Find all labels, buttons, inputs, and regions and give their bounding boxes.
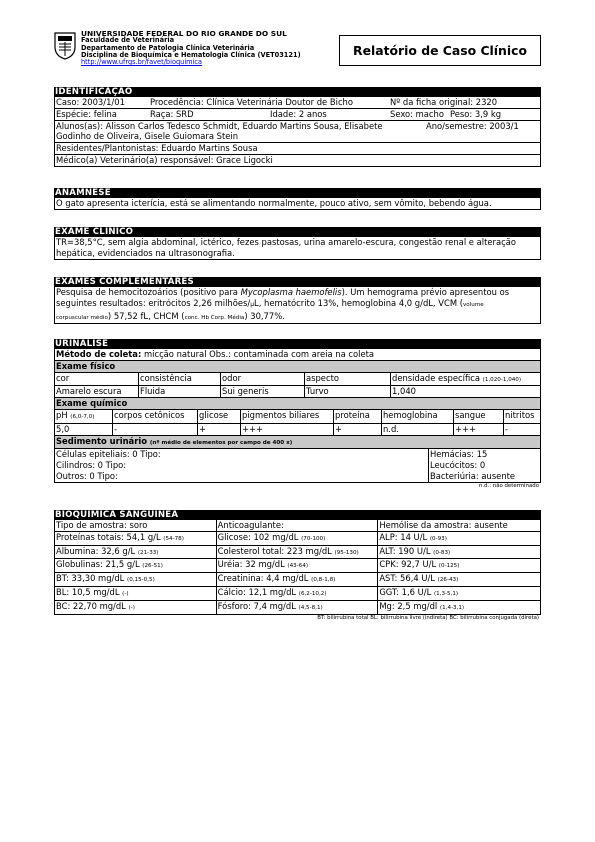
report-title: Relatório de Caso Clínico — [339, 35, 541, 66]
biochem-item — [217, 587, 378, 601]
text-fragment: L, hematócrito 13%, hemoglobina 4,0 g/dL, VCM ( — [254, 297, 463, 308]
age: Idade: 2 anos — [270, 108, 327, 119]
sample-info-row — [55, 520, 540, 532]
cell-value: Fluida — [139, 386, 221, 397]
chemical-exam-label: Exame químico — [56, 398, 128, 409]
biochem-reference: (6,2-10,2) — [298, 590, 327, 597]
col-header: aspecto — [305, 373, 391, 386]
exame-clinico-text — [54, 237, 541, 260]
weight: Peso: 3,9 kg — [450, 108, 502, 119]
case-number: Caso: 2003/1/01 — [56, 97, 125, 107]
biochem-item — [378, 559, 540, 573]
micro-symbol: µ — [250, 300, 255, 308]
cell-value: Sui generis — [221, 386, 305, 397]
anamnese-section — [54, 188, 541, 210]
cell-value: 1,040 — [392, 386, 416, 397]
section-heading: BIOQUÍMICA SANGÜÍNEA — [54, 510, 541, 520]
biochem-item — [217, 559, 378, 573]
cell-value: Turvo — [305, 386, 391, 397]
biochem-value: Proteínas totais: 54,1 g/L — [56, 531, 164, 542]
anamnese-text: O gato apresenta icterícia, está se alimentando normalmente, pouco ativo, sem vômito, bebendo água. — [54, 198, 541, 210]
biochem-item — [55, 546, 216, 560]
text-fragment: conc. Hb Corp. Média — [184, 314, 245, 321]
biochem-value: AST: 56,4 U/L — [379, 573, 438, 584]
cell-value: Amarelo escura — [55, 386, 139, 397]
biochem-reference: (26-43) — [437, 577, 459, 584]
col-header: consistência — [139, 373, 221, 386]
discipline-name: Disciplina de Bioquímica e Hematologia Clínica (VET03121) — [81, 50, 301, 59]
chemical-exam-values — [55, 424, 540, 436]
physical-exam-headers — [55, 373, 540, 387]
cell-value: + — [334, 424, 382, 435]
chemical-exam-header — [55, 398, 540, 410]
col-header: odor — [221, 373, 305, 386]
pathogen-name: Mycoplasma haemofelis — [240, 287, 342, 297]
ph-label: pH — [56, 409, 71, 420]
col-header: hemoglobina — [382, 410, 454, 423]
hemolysis: Hemólise da amostra: ausente — [379, 520, 508, 530]
biochem-value: Fósforo: 7,4 mg/dL — [217, 600, 299, 611]
biochem-reference: (-) — [128, 604, 135, 611]
complementares-line-2 — [56, 298, 539, 311]
sediment-item: Outros: 0 Tipo: — [56, 470, 118, 481]
exame-clinico-section — [54, 227, 541, 260]
text-fragment: ) 57,52 fL, CHCM ( — [107, 310, 185, 321]
chemical-exam-headers — [55, 410, 540, 424]
sediment-body — [55, 449, 540, 481]
biochem-col-3 — [378, 532, 540, 614]
university-name: UNIVERSIDADE FEDERAL DO RIO GRANDE DO SUL — [81, 29, 287, 38]
exames-complementares-text — [54, 287, 541, 324]
col-header: pigmentos biliares — [241, 410, 334, 423]
students-line-2: Godinho de Oliveira, Gisele Guiomara Stein — [55, 131, 540, 143]
biochem-reference: (1,4-3,1) — [439, 604, 465, 611]
sediment-item: Células epiteliais: 0 Tipo: — [56, 449, 161, 460]
sediment-label: Sedimento urinário — [56, 435, 150, 446]
biochem-item — [378, 587, 540, 601]
col-header-ph — [55, 410, 113, 423]
cell-value: n.d. — [382, 424, 454, 435]
semester: Ano/semestre: 2003/1 — [426, 120, 519, 131]
text-fragment: corpuscular médio — [56, 314, 108, 321]
sediment-note: (nº médio de elementos por campo de 400 x) — [149, 439, 293, 446]
biochem-value: ALP: 14 U/L — [379, 531, 430, 542]
cell-value: +++ — [241, 424, 334, 435]
biochem-item — [378, 573, 540, 587]
biochem-value: Albumina: 32,6 g/L — [56, 545, 138, 556]
report-page — [54, 28, 541, 621]
text-fragment: ). Um hemograma prévio apresentou os — [341, 287, 510, 297]
collection-method-row — [55, 349, 540, 361]
biochem-value: Uréia: 32 mg/dL — [217, 559, 288, 570]
collection-method-value: micção natural Obs.: contaminada com areia na coleta — [141, 349, 375, 359]
sample-type: Tipo de amostra: soro — [55, 520, 217, 531]
biochem-item — [378, 601, 540, 614]
biochem-item — [217, 532, 378, 546]
bilirubin-footnote: BT: bilirrubina total BL: bilirrubina livre (indireta) BC: bilirrubina conjugada (direta) — [317, 614, 539, 621]
density-reference: (1,020-1,040) — [482, 376, 522, 383]
col-header: sangue — [454, 410, 504, 423]
biochem-reference: (95-130) — [334, 549, 359, 556]
cell-value: +++ — [454, 424, 504, 435]
department-name: Departamento de Patologia Clínica Veterinária — [81, 43, 255, 52]
biochem-value: GGT: 1,6 U/L — [379, 586, 434, 597]
text-fragment: ) 30,77%. — [244, 310, 285, 321]
biochem-reference: (4,5-8,1) — [298, 604, 323, 611]
section-heading: URINÁLISE — [54, 339, 541, 349]
biochem-value: CPK: 92,7 U/L — [379, 559, 439, 570]
sediment-header — [55, 436, 540, 450]
density-label: densidade específica — [392, 372, 483, 383]
physical-exam-label: Exame físico — [56, 360, 116, 371]
sediment-item: Hemácias: 15 — [430, 449, 488, 460]
biochem-value: Creatinina: 4,4 mg/dL — [217, 573, 312, 584]
cell-value: - — [113, 424, 198, 435]
biochem-reference: (0-125) — [438, 563, 460, 570]
biochem-reference: (1,3-5,1) — [433, 590, 459, 597]
exame-clinico-line-1: TR=38,5°C, sem algia abdominal, ictérico, fezes pastosas, urina amarelo-escura, congestão renal e alteração — [56, 237, 516, 247]
sex: Sexo: macho — [390, 108, 444, 119]
identificacao-section — [54, 87, 541, 167]
biochem-reference: (54-78) — [163, 535, 184, 542]
sediment-item: Bacteriúria: ausente — [430, 470, 516, 481]
biochem-reference: (26-51) — [142, 563, 163, 570]
text-fragment: Pesquisa de hemocitozoários (positivo para — [56, 287, 241, 297]
biochem-col-2 — [217, 532, 379, 614]
col-header: nitritos — [505, 409, 535, 420]
breed: Raça: SRD — [150, 108, 194, 119]
biochem-item — [217, 573, 378, 587]
bioquimica-section — [54, 510, 541, 622]
section-heading: EXAMES COMPLEMENTARES — [54, 277, 541, 287]
students-names: Alunos(as): Alisson Carlos Tedesco Schmidt, Eduardo Martins Sousa, Elisabete — [56, 120, 383, 131]
cell-value: - — [505, 423, 509, 434]
col-header: cor — [55, 373, 139, 386]
animal-row — [55, 109, 540, 121]
biochem-value: Glicose: 102 mg/dL — [217, 531, 302, 542]
biochem-reference: (0,15-0,5) — [127, 577, 155, 584]
biochem-reference: (-) — [122, 590, 129, 597]
biochem-item — [378, 546, 540, 560]
text-fragment: seguintes resultados: eritrócitos 2,26 milhões/ — [56, 297, 251, 308]
website-link[interactable]: http://www.ufrgs.br/favet/bioquimica — [81, 58, 203, 67]
urinalise-section — [54, 339, 541, 490]
institution-block — [81, 30, 301, 66]
sediment-item: Leucócitos: 0 — [430, 460, 486, 471]
ph-reference: (6,0-7,0) — [70, 413, 95, 420]
exame-clinico-line-2: hepática, evidenciados na ultrasonografia. — [56, 247, 235, 258]
biochem-value: BT: 33,30 mg/dL — [56, 573, 128, 584]
complementares-line-1 — [56, 287, 539, 298]
case-row — [55, 97, 540, 109]
record-number: Nº da ficha original: 2320 — [390, 97, 498, 107]
biochem-reference: (0,8-1,8) — [311, 577, 336, 584]
responsible-vet: Médico(a) Veterinário(a) responsável: Grace Ligocki — [56, 154, 273, 165]
biochem-item — [55, 573, 216, 587]
biochem-reference: (43-64) — [287, 563, 309, 570]
physical-exam-values — [55, 386, 540, 398]
university-crest-icon — [54, 32, 76, 60]
biochem-col-1 — [55, 532, 217, 614]
biochem-item — [55, 587, 216, 601]
biochem-item — [55, 532, 216, 546]
report-header — [54, 28, 541, 72]
biochem-value: BC: 22,70 mg/dL — [56, 600, 129, 611]
biochem-reference: (0-83) — [433, 549, 451, 556]
section-heading: EXAME CLÍNICO — [54, 227, 541, 237]
residents: Residentes/Plantonistas: Eduardo Martins Sousa — [55, 143, 540, 155]
section-heading: ANAMNESE — [54, 188, 541, 198]
biochem-value: Cálcio: 12,1 mg/dL — [217, 586, 299, 597]
biochem-item — [217, 546, 378, 560]
col-header: glicose — [198, 410, 241, 423]
biochem-value: ALT: 190 U/L — [379, 545, 434, 556]
col-header: corpos cetônicos — [113, 410, 198, 423]
sediment-right — [429, 449, 540, 481]
biochem-value: BL: 10,5 mg/dL — [56, 586, 123, 597]
col-header: proteína — [334, 410, 382, 423]
nd-footnote: n.d.: não determinado — [478, 482, 539, 489]
biochem-reference: (0-93) — [429, 535, 447, 542]
biochem-values — [55, 532, 540, 614]
faculty-name: Faculdade de Veterinária — [81, 36, 175, 45]
case-origin: Procedência: Clínica Veterinária Doutor de Bicho — [150, 97, 353, 107]
collection-method-label: Método de coleta: — [56, 349, 142, 359]
biochem-item — [217, 601, 378, 614]
text-fragment: volume — [462, 301, 484, 308]
biochem-value: Colesterol total: 223 mg/dL — [217, 545, 335, 556]
physical-exam-header — [55, 361, 540, 373]
cell-value: 5,0 — [55, 424, 113, 435]
biochem-reference: (21-33) — [137, 549, 159, 556]
cell-value: + — [198, 424, 241, 435]
biochem-value: Globulinas: 21,5 g/L — [56, 559, 143, 570]
biochem-reference: (70-100) — [301, 535, 326, 542]
sediment-item: Cilindros: 0 Tipo: — [56, 460, 127, 471]
species: Espécie: felina — [56, 108, 117, 119]
complementares-line-3 — [56, 311, 539, 324]
col-header-density — [391, 373, 540, 386]
anticoagulant: Anticoagulante: — [217, 520, 379, 531]
biochem-item — [55, 559, 216, 573]
section-heading: IDENTIFICAÇÃO — [54, 87, 541, 97]
exames-complementares-section — [54, 277, 541, 324]
biochem-item — [378, 532, 540, 546]
students-line-1 — [55, 121, 540, 132]
biochem-item — [55, 601, 216, 614]
biochem-value: Mg: 2,5 mg/dl — [379, 600, 440, 611]
sediment-left — [55, 449, 429, 481]
